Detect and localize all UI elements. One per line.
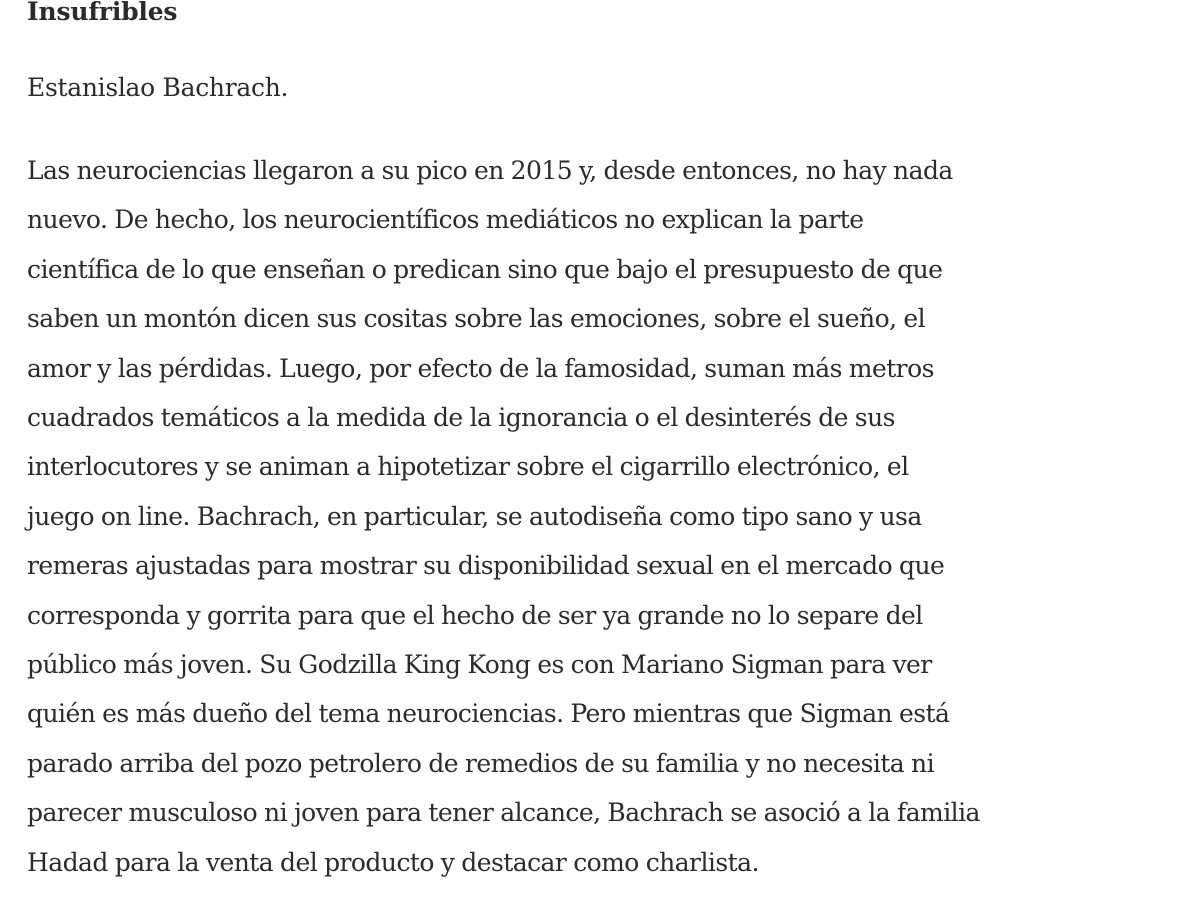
article-body [27,146,1170,887]
body-line: remeras ajustadas para mostrar su disponibilidad sexual en el mercado que [27,551,945,581]
body-line: quién es más dueño del tema neurociencias. Pero mientras que Sigman está [27,699,950,729]
body-line: juego on line. Bachrach, en particular, se autodiseña como tipo sano y usa [27,501,922,531]
body-line: Las neurociencias llegaron a su pico en 2015 y, desde entonces, no hay nada [27,156,953,185]
body-line: corresponda y gorrita para que el hecho de ser ya grande no lo separe del [27,600,923,630]
body-line: científica de lo que enseñan o predican sino que bajo el presupuesto de que [27,254,943,284]
body-line: Hadad para la venta del producto y destacar como charlista. [27,847,759,877]
body-line: cuadrados temáticos a la medida de la ignorancia o el desinterés de sus [27,403,895,433]
article-title: Insufribles [27,0,178,26]
body-line: amor y las pérdidas. Luego, por efecto de la famosidad, suman más metros [27,353,934,383]
body-line: parado arriba del pozo petrolero de remedios de su familia y no necesita ni [27,748,935,778]
body-line: parecer musculoso ni joven para tener alcance, Bachrach se asoció a la familia [27,798,980,828]
body-line: saben un montón dicen sus cositas sobre las emociones, sobre el sueño, el [27,304,926,334]
body-line: interlocutores y se animan a hipotetizar sobre el cigarrillo electrónico, el [27,452,909,482]
body-line: nuevo. De hecho, los neurocientíficos mediáticos no explican la parte [27,205,864,235]
article-author: Estanislao Bachrach. [27,73,289,102]
body-line: público más joven. Su Godzilla King Kong es con Mariano Sigman para ver [27,650,932,680]
